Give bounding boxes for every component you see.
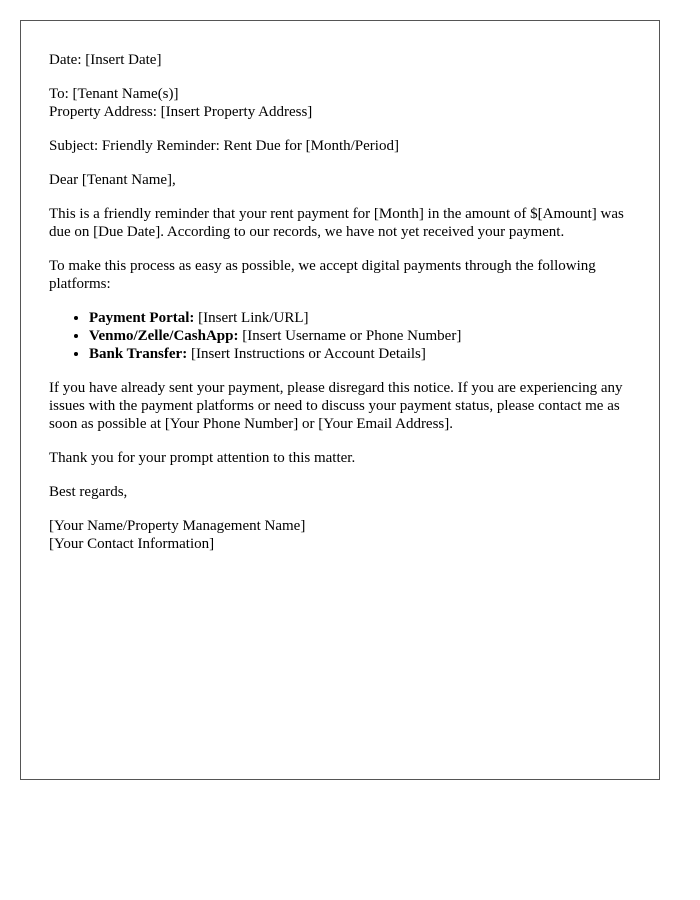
date-line: Date: [Insert Date] — [49, 52, 162, 68]
salutation: Dear [Tenant Name], — [49, 172, 176, 188]
signature-block — [49, 517, 631, 553]
list-item — [89, 309, 631, 327]
payment-method-value: [Insert Username or Phone Number] — [238, 328, 462, 344]
signature-name: [Your Name/Property Management Name] — [49, 518, 306, 534]
payment-method-label: Payment Portal: — [89, 310, 195, 326]
letter-page — [20, 20, 660, 780]
signature-contact: [Your Contact Information] — [49, 536, 215, 552]
payment-intro-paragraph: To make this process as easy as possible, we accept digital payments through the following platforms: — [49, 258, 596, 292]
payment-method-label: Bank Transfer: — [89, 346, 188, 362]
recipient-line: To: [Tenant Name(s)] — [49, 86, 179, 102]
payment-method-label: Venmo/Zelle/CashApp: — [89, 328, 239, 344]
payment-method-value: [Insert Link/URL] — [194, 310, 309, 326]
list-item — [89, 327, 631, 345]
address-block — [49, 85, 631, 121]
payment-method-value: [Insert Instructions or Account Details] — [187, 346, 426, 362]
reminder-paragraph: This is a friendly reminder that your rent payment for [Month] in the amount of $[Amount] was due on [Due Date]. According to our records, we have not yet received your payment. — [49, 206, 624, 240]
list-item — [89, 345, 631, 363]
payment-methods-list — [49, 309, 631, 363]
thank-you-paragraph: Thank you for your prompt attention to this matter. — [49, 450, 356, 466]
property-address-line: Property Address: [Insert Property Address] — [49, 104, 313, 120]
disregard-paragraph: If you have already sent your payment, please disregard this notice. If you are experiencing any issues with the payment platforms or need to discuss your payment status, please contact me as soon as possible at [Your Phone Number] or [Your Email Address]. — [49, 380, 623, 432]
subject-line: Subject: Friendly Reminder: Rent Due for [Month/Period] — [49, 138, 399, 154]
closing: Best regards, — [49, 484, 128, 500]
